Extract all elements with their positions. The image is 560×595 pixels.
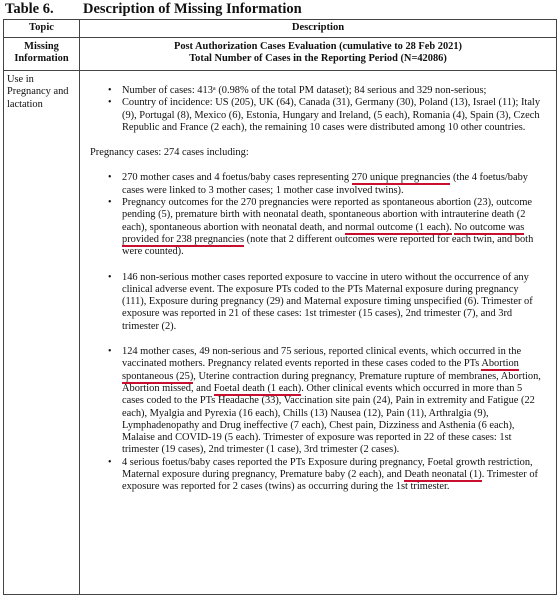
bullet-country-of-incidence: • Country of incidence: US (205), UK (64), Canada (31), Germany (30), Poland (13), Israel (11); Italy (9), Portugal (8), Mexico (6), Estonia, Hungary and Ireland, (5 each), Romania (4), Spain (3), Czech Republic and France (2 each), the remaining 10 cases were distributed among 10 other countries. xyxy=(90,97,544,134)
bullet-foetus-baby-cases: • 4 serious foetus/baby cases reported the PTs Exposure during pregnancy, Foetal growth restriction, Maternal exposure during pregnancy, Premature baby (2 each), and Death neonatal (1). Trimester of exposure was reported for 2 cases (twins) as occurring during the 1st trimester. xyxy=(90,457,544,494)
pregnancy-row xyxy=(4,71,557,595)
missing-info-table xyxy=(3,19,557,595)
table-title: Description of Missing Information xyxy=(83,1,302,17)
bullet-number-of-cases: • Number of cases: 413ᵃ (0.98% of the total PM dataset); 84 serious and 329 non-serious; xyxy=(90,85,544,97)
header-row xyxy=(4,20,557,38)
description-header: Description xyxy=(80,20,557,38)
pa-heading-line2: Total Number of Cases in the Reporting Period (N=42086) xyxy=(189,53,447,65)
missing-info-row xyxy=(4,38,557,71)
pa-heading xyxy=(80,38,557,71)
pa-heading-line1: Post Authorization Cases Evaluation (cumulative to 28 Feb 2021) xyxy=(173,41,463,52)
missing-info-label: Missing Information xyxy=(4,38,80,71)
bullet-clinical-events: • 124 mother cases, 49 non-serious and 75 serious, reported clinical events, which occurred in the vaccinated mothers. Pregnancy related events reported in these cases coded to the PTs Abortion spontaneous (25), Uterine contraction during pregnancy, Premature rupture of membranes, Abortion, Abortion missed, and Foetal death (1 each). Other clinical events which occurred in more than 5 cases coded to the PTs Headache (33), Vaccination site pain (24), Pain in extremity and Fatigue (22 each), Myalgia and Pyrexia (16 each), Chills (13) Nausea (12), Pain (11), Arthralgia (9), Lymphadenopathy and Drug ineffective (7 each), Chest pain, Dizziness and Asthenia (6 each), Malaise and COVID-19 (5 each). Trimester of exposure was reported in 22 of these cases: 1st trimester (19 cases), 2nd trimester (1 case), 3rd trimester (2 cases). xyxy=(90,346,544,457)
highlight-unique-pregnancies: 270 unique pregnancies xyxy=(351,172,451,184)
bullet-pregnancy-outcomes: • Pregnancy outcomes for the 270 pregnancies were reported as spontaneous abortion (23), outcome pending (5), premature birth with neonatal death, spontaneous abortion with intrauterine death (2 each), spontaneous abortion with neonatal death, and normal outcome (1 each). No outcome was provided for 238 pregnancies (note that 2 different outcomes were reported for each twin, and both were counted). xyxy=(90,197,544,258)
exposure-bullets xyxy=(90,272,544,333)
description-cell xyxy=(80,71,557,595)
pregnancy-cases-label: Pregnancy cases: 274 cases including: xyxy=(90,147,249,159)
highlight-abortion-spontaneous: Abortion spontaneous (25) xyxy=(122,358,519,382)
bullet-mother-cases: • 270 mother cases and 4 foetus/baby cases representing 270 unique pregnancies (the 4 foetus/baby cases were linked to 3 mother cases; 1 mother case involved twins). xyxy=(90,172,544,197)
highlight-death-neonatal: Death neonatal (1) xyxy=(404,469,482,481)
topic-label: Use in Pregnancy and lactation xyxy=(4,71,80,595)
highlight-foetal-death: Foetal death (1 each) xyxy=(213,382,302,394)
table-heading xyxy=(5,0,302,19)
highlight-no-outcome: No outcome was provided for 238 pregnancies xyxy=(122,221,525,245)
topic-header: Topic xyxy=(4,20,80,38)
table-number: Table 6. xyxy=(5,1,54,17)
highlight-normal-outcome: normal outcome (1 each). xyxy=(345,221,452,233)
summary-bullets xyxy=(90,85,544,134)
bullet-non-serious-cases: • 146 non-serious mother cases reported exposure to vaccine in utero without the occurrence of any clinical adverse event. The exposure PTs coded to the PTs Maternal exposure during pregnancy (111), Exposure during pregnancy (29) and Maternal exposure timing unspecified (6). Trimester of exposure was reported in 21 of these cases: 1st trimester (15 cases), 2nd trimester (7), and 3rd trimester (2). xyxy=(90,272,544,333)
clinical-bullets xyxy=(90,346,544,494)
pregnancy-bullets xyxy=(90,172,544,258)
